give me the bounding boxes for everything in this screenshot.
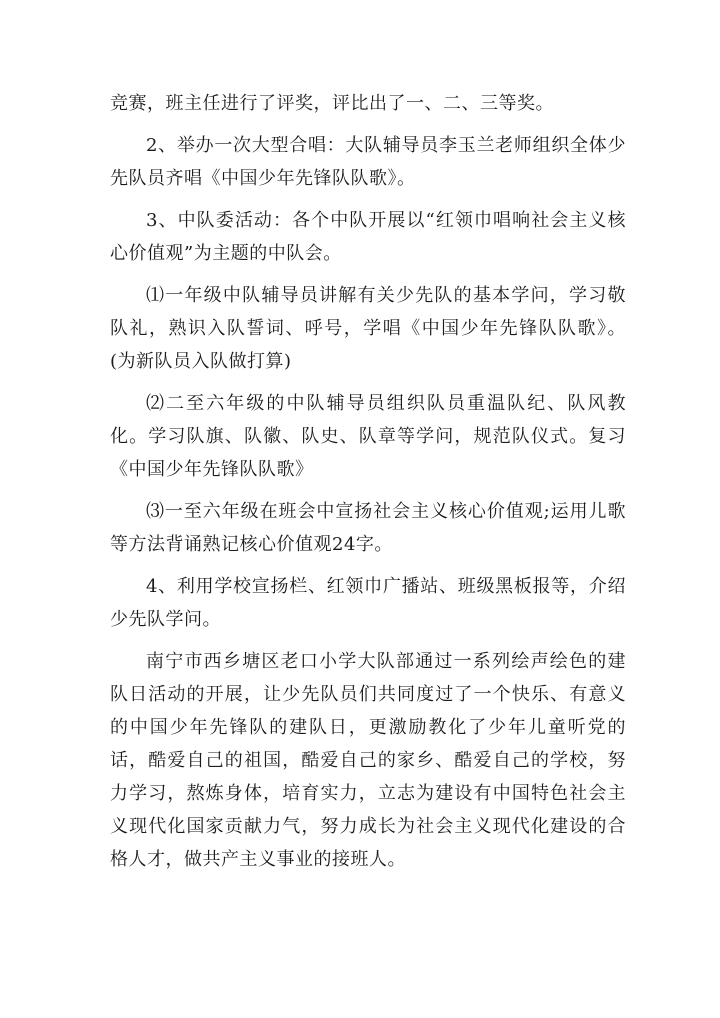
paragraph-item-4: 4、利用学校宣扬栏、红领巾广播站、班级黑板报等，介绍少先队学问。 [110,576,626,630]
paragraph-continuation: 竞赛，班主任进行了评奖，评比出了一、二、三等奖。 [110,93,554,114]
paragraph-summary: 南宁市西乡塘区老口小学大队部通过一系列绘声绘色的建队日活动的开展，让少先队员们共同度过了一个快乐、有意义的中国少年先锋队的建队日，更激励教化了少年儿童听党的话，酷爱自己的祖国，酷爱自己的家乡、酷爱自己的学校，努力学习，熬炼身体，培育实力，立志为建设有中国特色社会主义现代化国家贡献力气，努力成长为社会主义现代化建设的合格人才，做共产主义事业的接班人。 [110,651,626,870]
paragraph-subitem-2: ⑵二至六年级的中队辅导员组织队员重温队纪、队风教化。学习队旗、队徽、队史、队章等学问，规范队仪式。复习《中国少年先锋队队歌》 [110,393,626,480]
paragraph-subitem-1: ⑴一年级中队辅导员讲解有关少先队的基本学问，学习敬队礼，熟识入队誓词、呼号，学唱《中国少年先锋队队歌》。(为新队员入队做打算) [110,285,626,372]
paragraph-subitem-3: ⑶一至六年级在班会中宣扬社会主义核心价值观;运用儿歌等方法背诵熟记核心价值观24字。 [110,501,626,555]
paragraph-item-2: 2、举办一次大型合唱：大队辅导员李玉兰老师组织全体少先队员齐唱《中国少年先锋队队歌》。 [110,135,626,189]
paragraph-item-3: 3、中队委活动：各个中队开展以“红领巾唱响社会主义核心价值观”为主题的中队会。 [110,210,626,264]
document-body [110,87,626,885]
